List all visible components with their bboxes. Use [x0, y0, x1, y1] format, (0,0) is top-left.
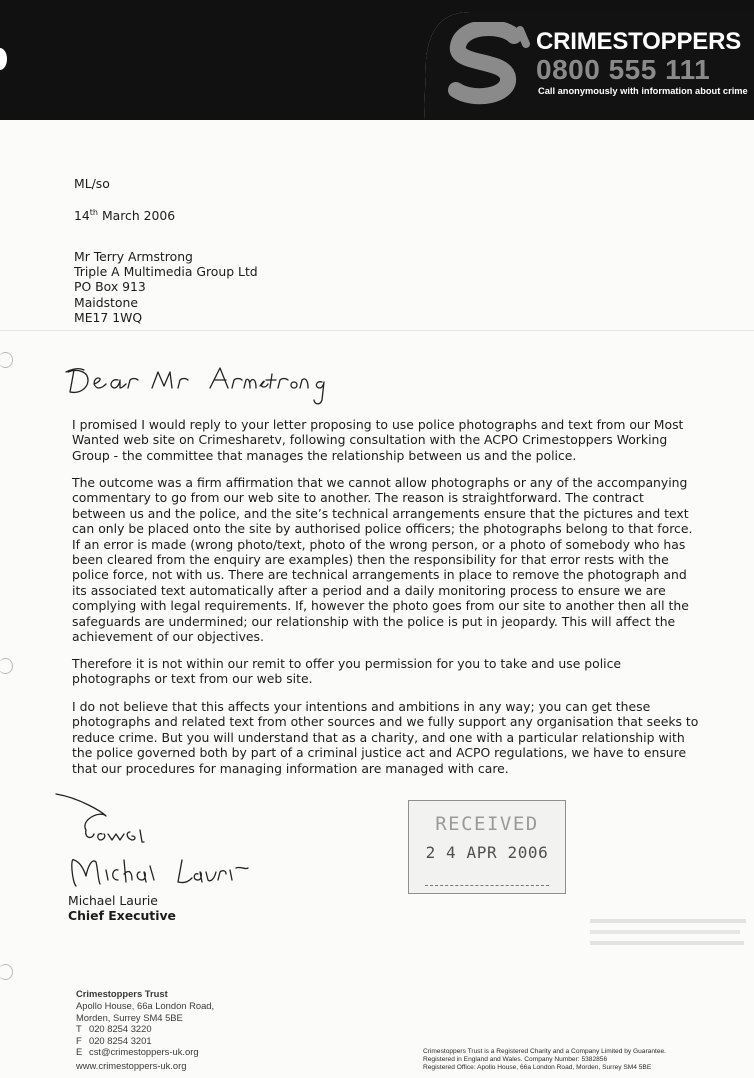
punch-hole — [0, 658, 13, 674]
footer-org-name: Crimestoppers Trust — [76, 988, 168, 999]
body-line: can only be placed onto the site by authorised police officers; the photographs belong to that force. — [72, 521, 693, 537]
received-stamp — [408, 800, 566, 894]
body-paragraph — [72, 417, 684, 463]
body-line: I do not believe that this affects your intentions and ambitions in any way; you can get these — [72, 699, 651, 714]
body-line: safeguards are undermined; our relationship with the police is put in jeopardy. This will affect the — [72, 613, 676, 629]
signer-name: Michael Laurie — [68, 893, 158, 908]
brand-phone: 0800 555 111 — [536, 54, 711, 85]
body-line: The outcome was a firm affirmation that we cannot allow photographs or any of the accompanying — [72, 475, 688, 490]
punch-hole — [0, 964, 13, 980]
footer-address-line: Morden, Surrey SM4 5BE — [76, 1011, 183, 1023]
recipient-line: Maidstone — [74, 294, 138, 310]
footer-email: E cst@crimestoppers-uk.org — [76, 1046, 199, 1058]
recipient-line: PO Box 913 — [74, 279, 146, 295]
body-line: reduce crime. But you will understand that as a charity, and one with a particular relationship with — [72, 729, 685, 745]
footer-phone: T 020 8254 3220 — [76, 1023, 152, 1034]
recipient-address — [74, 249, 258, 325]
body-line: Wanted web site on Crimesharetv, following consultation with the ACPO Crimestoppers Working — [72, 432, 668, 448]
body-line: commentary to go from our web site to another. The reason is straightforward. The contract — [72, 490, 644, 506]
footer-legal-line: Registered in England and Wales. Company Number: 5382856 — [423, 1056, 608, 1064]
brand-name: CRIMESTOPPERS — [536, 28, 742, 55]
body-line: I promised I would reply to your letter proposing to use police photographs and text from our Most — [72, 417, 684, 432]
footer-website: www.crimestoppers-uk.org — [76, 1060, 187, 1071]
body-line: photographs and related text from other sources and we fully support any organisation that seeks to — [72, 714, 699, 730]
body-line: police force, not with us. There are technical arrangements in place to remove the photograph and — [72, 567, 687, 583]
footer-address — [76, 1000, 214, 1023]
footer-legal — [423, 1048, 666, 1073]
handwritten-salutation — [60, 350, 340, 410]
body-paragraph — [72, 699, 699, 776]
brand-tagline: Call anonymously with information about crime — [538, 86, 748, 96]
received-stamp-rule — [425, 885, 549, 886]
bleed-through-text — [590, 915, 750, 955]
body-line: that our procedures for managing information are managed with care. — [72, 760, 509, 776]
recipient-line: Mr Terry Armstrong — [74, 249, 193, 264]
letter-date: 14th March 2006 — [74, 208, 176, 224]
body-line: between us and the police, and the site’s technical arrangements ensure that the pictures and text — [72, 505, 689, 521]
body-line: complying with legal requirements. If, however the photo goes from our site to another then all the — [72, 598, 689, 614]
body-line: Therefore it is not within our remit to offer you permission for you to take and use police — [72, 656, 622, 671]
body-line: photographs or text from our web site. — [72, 671, 313, 687]
footer-legal-line: Crimestoppers Trust is a Registered Charity and a Company Limited by Guarantee. — [423, 1048, 666, 1055]
signer-title: Chief Executive — [68, 908, 176, 923]
footer-address-line: Apollo House, 66a London Road, — [76, 1000, 215, 1011]
body-line: Group - the committee that manages the relationship between us and the police. — [72, 447, 577, 463]
body-line: the police governed both by part of a criminal justice act and ACPO regulations, we have to ensure — [72, 745, 687, 761]
body-line: its associated text automatically after a period and a daily monitoring process to ensure we are — [72, 582, 666, 598]
footer-contacts — [76, 1023, 199, 1058]
body-line: been cleared from the enquiry are examples) then the responsibility for that error rests with the — [72, 552, 669, 568]
letter-reference: ML/so — [74, 176, 110, 191]
crimestoppers-s-logo-icon — [444, 22, 530, 108]
handwritten-signature — [50, 790, 280, 900]
body-line: achievement of our objectives. — [72, 629, 264, 645]
received-stamp-date: 2 4 APR 2006 — [425, 843, 549, 862]
body-paragraph — [72, 656, 672, 687]
body-paragraph — [72, 475, 693, 645]
recipient-line: ME17 1WQ — [74, 309, 143, 325]
punch-hole — [0, 352, 13, 368]
recipient-line: Triple A Multimedia Group Ltd — [74, 264, 258, 280]
paper-fold-line — [0, 330, 754, 331]
footer-fax: F 020 8254 3201 — [76, 1034, 152, 1046]
footer-legal-line: Registered Office: Apollo House, 66a London Road, Morden, Surrey SM4 5BE — [423, 1064, 652, 1072]
body-line: If an error is made (wrong photo/text, photo of the wrong person, or a photo of somebody who has — [72, 536, 686, 552]
received-stamp-title: RECEIVED — [435, 813, 539, 835]
